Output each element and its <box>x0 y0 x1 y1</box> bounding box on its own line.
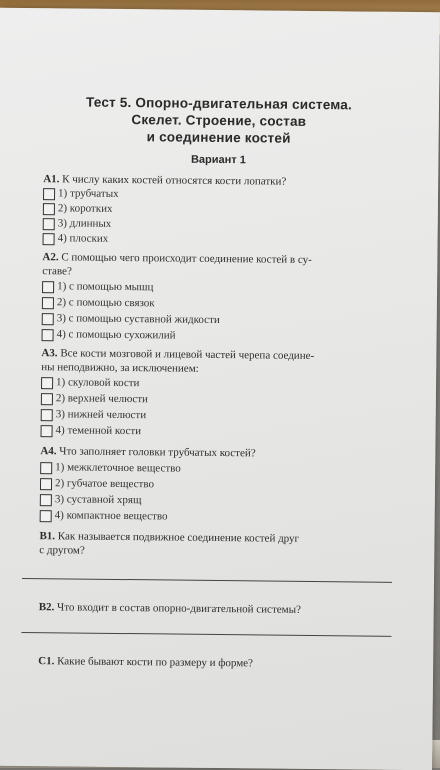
checkbox[interactable] <box>42 329 54 341</box>
checkbox[interactable] <box>42 297 54 309</box>
question-number: А3. <box>41 347 58 360</box>
question-text-line-2: ны неподвижно, за исключением: <box>41 361 199 375</box>
checkbox[interactable] <box>43 188 55 200</box>
checkbox[interactable] <box>40 510 52 522</box>
option-a3-4[interactable]: 4) теменной кости <box>41 424 142 438</box>
question-text: Какие бывают кости по размеру и форме? <box>57 655 254 670</box>
test-sheet <box>0 8 440 770</box>
checkbox[interactable] <box>41 377 53 389</box>
title-line-1: Тест 5. Опорно-двигательная система. <box>85 94 353 113</box>
question-text: К числу каких костей относятся кости лопатки? <box>62 173 287 188</box>
option-a3-2[interactable]: 2) верхней челюсти <box>41 392 148 406</box>
option-a4-3[interactable]: 3) суставной хрящ <box>40 493 142 507</box>
question-number: А1. <box>43 173 60 186</box>
question-b2 <box>39 600 394 618</box>
question-text-line-1: Как называется подвижное соединение костей друг <box>57 530 300 545</box>
question-number: С1. <box>38 655 55 668</box>
option-a2-1[interactable]: 1) с помощью мышц <box>42 280 153 294</box>
checkbox[interactable] <box>41 409 53 421</box>
option-a4-4[interactable]: 4) компактное вещество <box>40 509 168 523</box>
option-a1-3[interactable]: 3) длинных <box>43 217 112 231</box>
question-a4 <box>40 444 395 462</box>
question-text-line-1: Все кости мозговой и лицевой частей черепа соедине- <box>60 347 315 363</box>
question-b1 <box>39 529 394 561</box>
question-text-line-1: С помощью чего происходит соединение костей в су- <box>61 251 312 266</box>
checkbox[interactable] <box>43 218 55 230</box>
checkbox[interactable] <box>43 203 55 215</box>
answer-line-b2[interactable] <box>21 632 391 637</box>
variant-label: Вариант 1 <box>190 153 246 167</box>
title-line-2: Скелет. Строение, состав <box>131 112 307 129</box>
option-a1-1[interactable]: 1) трубчатых <box>43 187 119 201</box>
title-line-3: и соединение костей <box>146 129 291 146</box>
option-a3-1[interactable]: 1) скуловой кости <box>41 376 140 390</box>
checkbox[interactable] <box>40 494 52 506</box>
option-a2-2[interactable]: 2) с помощью связок <box>42 296 155 310</box>
answer-line-b1[interactable] <box>22 578 392 583</box>
option-a4-1[interactable]: 1) межклеточное вещество <box>40 461 181 475</box>
question-text: Что заполняет головки трубчатых костей? <box>59 445 256 460</box>
question-a3 <box>41 346 396 378</box>
option-a2-3[interactable]: 3) с помощью суставной жидкости <box>42 312 220 327</box>
checkbox[interactable] <box>41 425 53 437</box>
question-text-line-2: ставе? <box>42 265 72 278</box>
question-number: А2. <box>42 251 59 264</box>
checkbox[interactable] <box>43 233 55 245</box>
checkbox[interactable] <box>42 313 54 325</box>
question-text: Что входит в состав опорно-двигательной системы? <box>57 601 301 616</box>
checkbox[interactable] <box>40 462 52 474</box>
question-number: В2. <box>38 601 55 614</box>
option-a3-3[interactable]: 3) нижней челюсти <box>41 408 147 422</box>
option-a1-2[interactable]: 2) коротких <box>43 202 113 216</box>
question-number: А4. <box>40 445 57 458</box>
option-a2-4[interactable]: 4) с помощью сухожилий <box>42 328 176 342</box>
option-a1-4[interactable]: 4) плоских <box>43 232 109 246</box>
checkbox[interactable] <box>41 393 53 405</box>
question-c1 <box>38 654 393 672</box>
question-text-line-2: с другом? <box>39 544 85 557</box>
question-number: В1. <box>39 530 56 543</box>
checkbox[interactable] <box>42 281 54 293</box>
option-a4-2[interactable]: 2) губчатое вещество <box>40 477 154 491</box>
checkbox[interactable] <box>40 478 52 490</box>
question-a2 <box>42 250 397 282</box>
